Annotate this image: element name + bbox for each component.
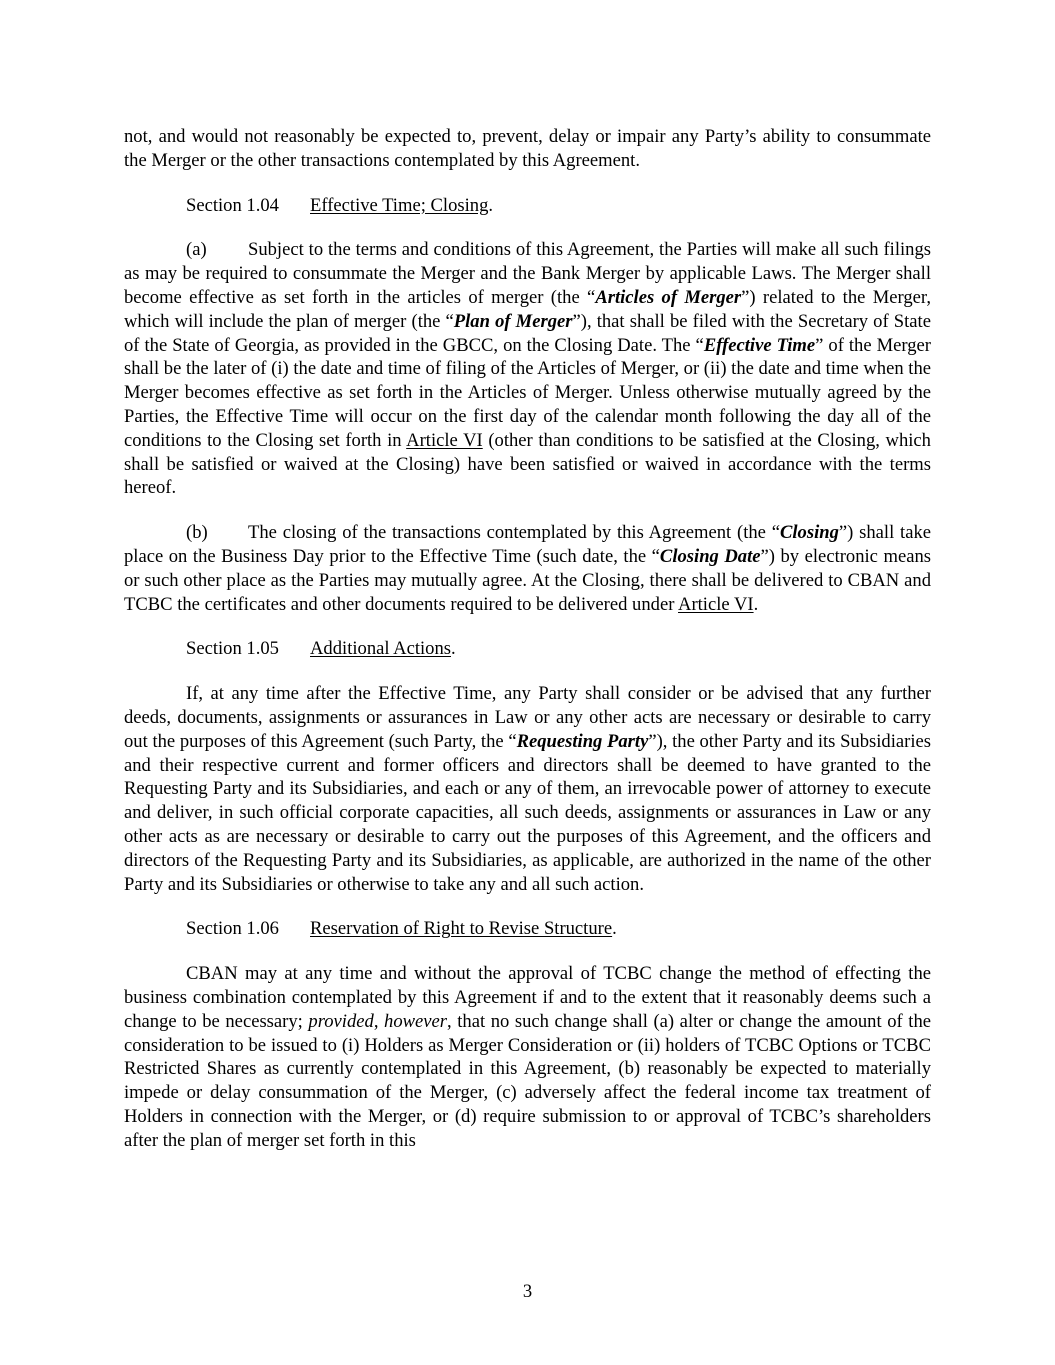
section-heading-1-04: Section 1.04 Effective Time; Closing. xyxy=(186,194,494,216)
paragraph-continuation: not, and would not reasonably be expected to, prevent, delay or impair any Party’s ability to consummate the Merger or the other transactions contemplated by this Agreement. xyxy=(124,126,931,171)
paragraph-b: (b) The closing of the transactions contemplated by this Agreement (the “Closing”) shall take place on the Business Day prior to the Effective Time (such date, the “Closing Date”) by electronic means or such other place as the Parties may mutually agree. At the Closing, there shall be delivered to CBAN and TCBC the certificates and other documents required to be delivered under Article VI. xyxy=(124,522,931,615)
defined-term: Plan of Merger xyxy=(453,310,573,332)
section-heading-1-06: Section 1.06 Reservation of Right to Revise Structure. xyxy=(186,918,617,940)
defined-term: Closing xyxy=(779,522,839,544)
italic-term: provided xyxy=(308,1010,374,1032)
page-number: 3 xyxy=(522,1281,533,1302)
cross-reference: Article VI xyxy=(678,593,754,615)
paragraph-label: (b) xyxy=(186,522,208,544)
document-page xyxy=(124,125,931,1152)
section-heading-1-05: Section 1.05 Additional Actions. xyxy=(186,638,456,660)
section-number: Section 1.05 xyxy=(186,638,279,660)
section-title: Additional Actions xyxy=(310,638,451,660)
defined-term: Articles of Merger xyxy=(595,286,742,308)
paragraph-a: (a) Subject to the terms and conditions of this Agreement, the Parties will make all such filings as may be required to consummate the Merger and the Bank Merger by applicable Laws. The Merger shall become effective as set forth in the articles of merger (the “Articles of Merger”) related to the Merger, which will include the plan of merger (the “Plan of Merger”), that shall be filed with the Secretary of State of the State of Georgia, as provided in the GBCC, on the Closing Date. The “Effective Time” of the Merger shall be the later of (i) the date and time of filing of the Articles of Merger, or (ii) the date and time when the Merger becomes effective as set forth in the Articles of Merger. Unless otherwise mutually agreed by the Parties, the Effective Time will occur on the first day of the calendar month following the day all of the conditions to the Closing set forth in Article VI (other than conditions to be satisfied at the Closing, which shall be satisfied or waived at the Closing) have been satisfied or waived in accordance with the terms hereof. xyxy=(124,239,931,499)
cross-reference: Article VI xyxy=(406,429,483,451)
paragraph-label: (a) xyxy=(186,239,207,261)
section-title: Reservation of Right to Revise Structure xyxy=(310,918,613,940)
defined-term: Closing Date xyxy=(659,545,761,567)
paragraph-1-05-body: If, at any time after the Effective Time, any Party shall consider or be advised that any further deeds, documents, assignments or assurances in Law or any other acts are necessary or desirable to carry out the purposes of this Agreement (such Party, the “Requesting Party”), the other Party and its Subsidiaries and their respective current and former officers and directors shall be deemed to have granted to the Requesting Party and its Subsidiaries, and each or any of them, an irrevocable power of attorney to execute and deliver, in such official corporate capacities, all such deeds, assignments or assurances in Law or any other acts as are necessary or desirable to carry out the purposes of this Agreement, and the officers and directors of the Requesting Party and its Subsidiaries, as applicable, are authorized in the name of the other Party and its Subsidiaries or otherwise to take any and all such action. xyxy=(124,683,931,895)
paragraph-1-06-body: CBAN may at any time and without the approval of TCBC change the method of effecting the business combination contemplated by this Agreement if and to the extent that it reasonably deems such a change to be necessary; provided, however, that no such change shall (a) alter or change the amount of the consideration to be issued to (i) Holders as Merger Consideration or (ii) holders of TCBC Options or TCBC Restricted Shares as currently contemplated in this Agreement, (b) reasonably be expected to materially impede or delay consummation of the Merger, (c) adversely affect the federal income tax treatment of Holders in connection with the Merger, or (d) require submission to or approval of TCBC’s shareholders after the plan of merger set forth in this xyxy=(124,963,931,1151)
section-number: Section 1.06 xyxy=(186,918,279,940)
section-title: Effective Time; Closing xyxy=(310,194,489,216)
section-number: Section 1.04 xyxy=(186,194,279,216)
defined-term: Effective Time xyxy=(703,334,816,356)
defined-term: Requesting Party xyxy=(516,730,649,752)
italic-term: however xyxy=(384,1010,448,1032)
